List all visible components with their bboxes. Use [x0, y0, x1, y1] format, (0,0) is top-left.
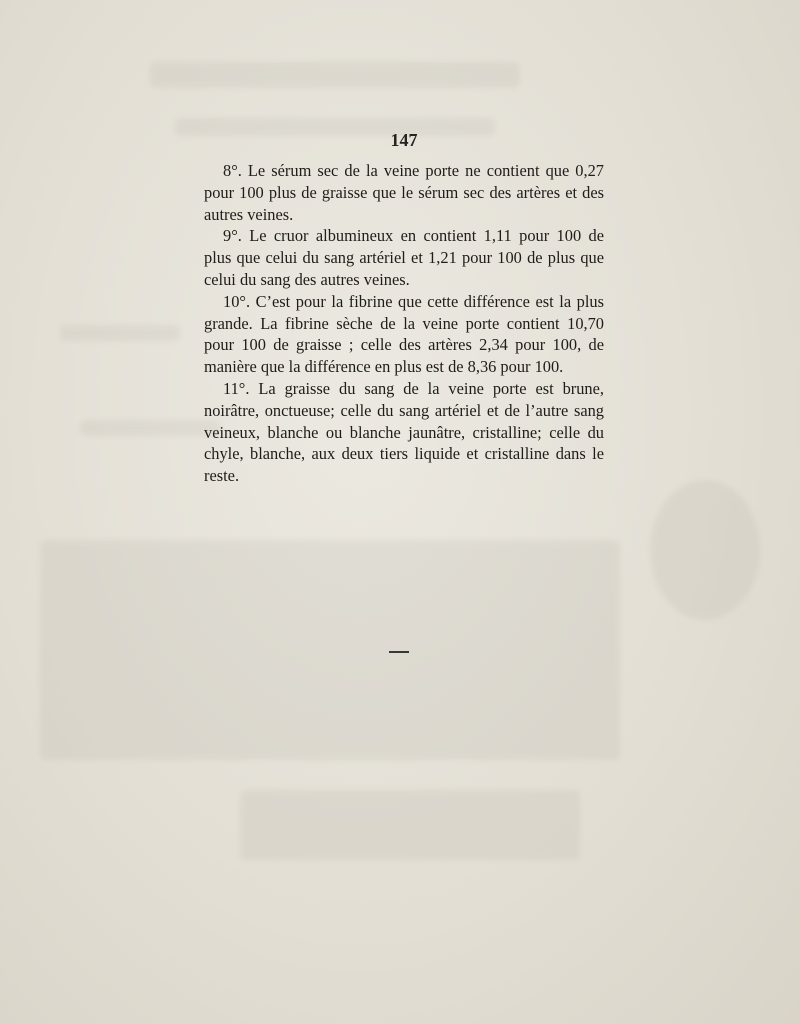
- paragraph-10: 10°. C’est pour la fibrine que cette différence est la plus grande. La fibrine sèche de la veine porte contient 10,70 pour 100 de graisse ; celle des artères 2,34 pour 100, de manière que la différence en plus est de 8,36 pour 100.: [204, 291, 604, 377]
- end-rule: [389, 651, 409, 653]
- body-text: [204, 160, 604, 487]
- page-number: 147: [390, 130, 418, 150]
- paragraph-9: 9°. Le cruor albumineux en contient 1,11 pour 100 de plus que celui du sang artériel et 1,21 pour 100 de plus que celui du sang des autres veines.: [204, 226, 604, 289]
- paragraph-8: 8°. Le sérum sec de la veine porte ne contient que 0,27 pour 100 plus de graisse que le sérum sec des artères et des autres veines.: [204, 161, 604, 224]
- paragraph-11: 11°. La graisse du sang de la veine porte est brune, noirâtre, onctueuse; celle du sang artériel et de l’autre sang veineux, blanche ou blanche jaunâtre, cristalline; celle du chyle, blanche, aux deux tiers liquide et cristalline dans le reste.: [204, 378, 604, 486]
